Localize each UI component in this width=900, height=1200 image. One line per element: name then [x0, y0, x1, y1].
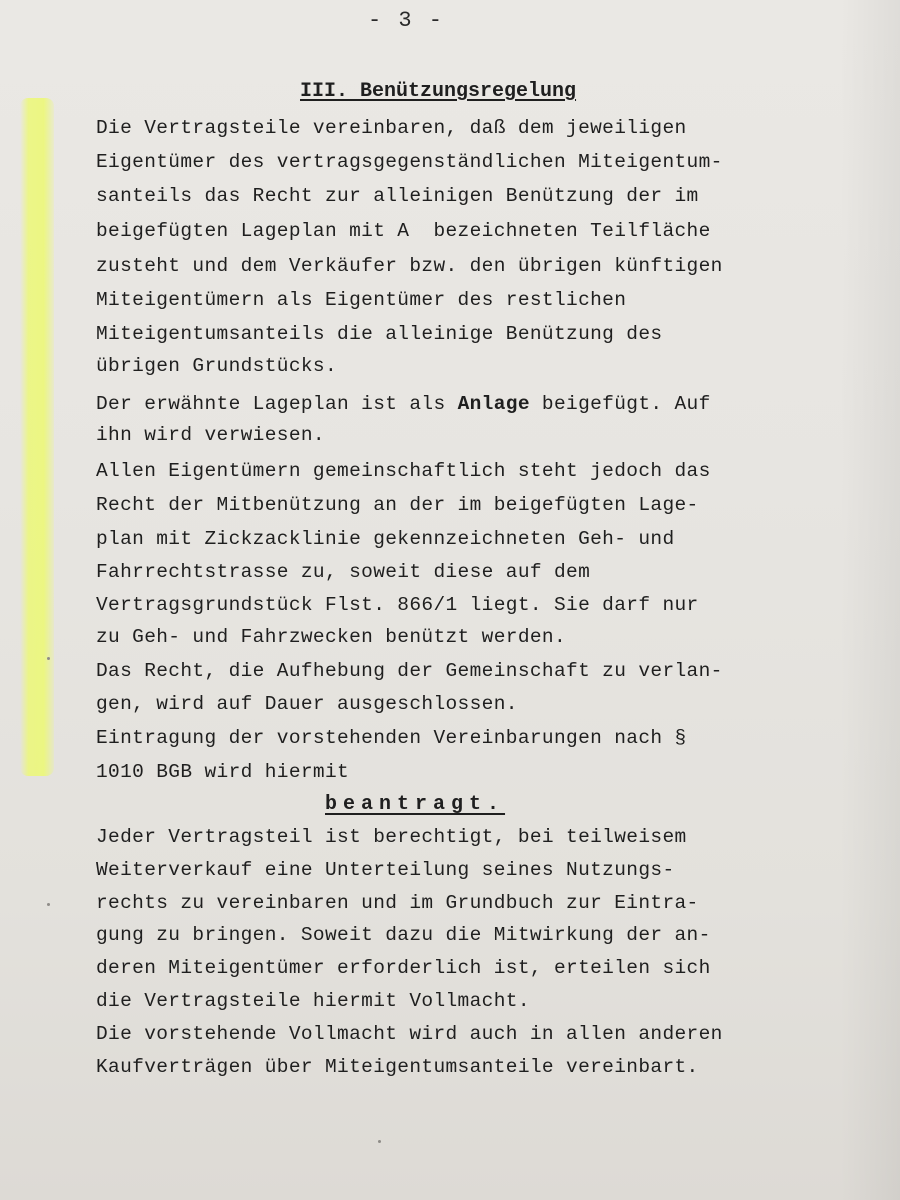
text-line: Recht der Mitbenützung an der im beigefügten Lage- [96, 494, 699, 516]
text-line: gen, wird auf Dauer ausgeschlossen. [96, 693, 518, 715]
text-line: zu Geh- und Fahrzwecken benützt werden. [96, 626, 567, 648]
text-line: Miteigentümern als Eigentümer des restlichen [96, 289, 627, 311]
text-line: Die vorstehende Vollmacht wird auch in allen anderen [96, 1023, 723, 1045]
text-line: rechts zu vereinbaren und im Grundbuch zur Eintra- [96, 892, 699, 914]
text-line: übrigen Grundstücks. [96, 355, 338, 377]
page-number: - 3 - [368, 8, 445, 33]
text-line: santeils das Recht zur alleinigen Benützung der im [96, 185, 699, 207]
text-line: die Vertragsteile hiermit Vollmacht. [96, 990, 530, 1012]
text-line [96, 393, 711, 415]
paper-speck [378, 1140, 381, 1143]
beantragt-word: beantragt. [325, 793, 506, 816]
section-heading: III. Benützungsregelung [300, 80, 577, 103]
highlighter-mark [20, 98, 54, 776]
text-line: Eigentümer des vertragsgegenständlichen Miteigentum- [96, 151, 723, 173]
text-line: beigefügten Lageplan mit A bezeichneten Teilfläche [96, 220, 711, 242]
text-segment: Der erwähnte Lageplan ist als [96, 393, 458, 415]
text-line: Das Recht, die Aufhebung der Gemeinschaft zu verlan- [96, 660, 723, 682]
text-line: plan mit Zickzacklinie gekennzeichneten Geh- und [96, 528, 675, 550]
text-line: deren Miteigentümer erforderlich ist, erteilen sich [96, 957, 711, 979]
text-line: Miteigentumsanteils die alleinige Benützung des [96, 323, 663, 345]
text-line: 1010 BGB wird hiermit [96, 761, 350, 783]
text-line: gung zu bringen. Soweit dazu die Mitwirkung der an- [96, 924, 711, 946]
text-segment: beigefügt. Auf [529, 393, 711, 415]
text-line: Eintragung der vorstehenden Vereinbarungen nach § [96, 727, 687, 749]
paper-speck [47, 657, 50, 660]
text-line: Kaufverträgen über Miteigentumsanteile vereinbart. [96, 1056, 699, 1078]
text-line: Fahrrechtstrasse zu, soweit diese auf dem [96, 561, 591, 583]
text-line: Vertragsgrundstück Flst. 866/1 liegt. Sie darf nur [96, 594, 699, 616]
text-line: Allen Eigentümern gemeinschaftlich steht jedoch das [96, 460, 711, 482]
anlage-bold-word: Anlage [457, 393, 530, 415]
paper-speck [47, 903, 50, 906]
text-line: Weiterverkauf eine Unterteilung seines Nutzungs- [96, 859, 675, 881]
text-line: Jeder Vertragsteil ist berechtigt, bei teilweisem [96, 826, 687, 848]
text-line: Die Vertragsteile vereinbaren, daß dem jeweiligen [96, 117, 687, 139]
text-line: zusteht und dem Verkäufer bzw. den übrigen künftigen [96, 255, 723, 277]
text-line: ihn wird verwiesen. [96, 424, 325, 446]
